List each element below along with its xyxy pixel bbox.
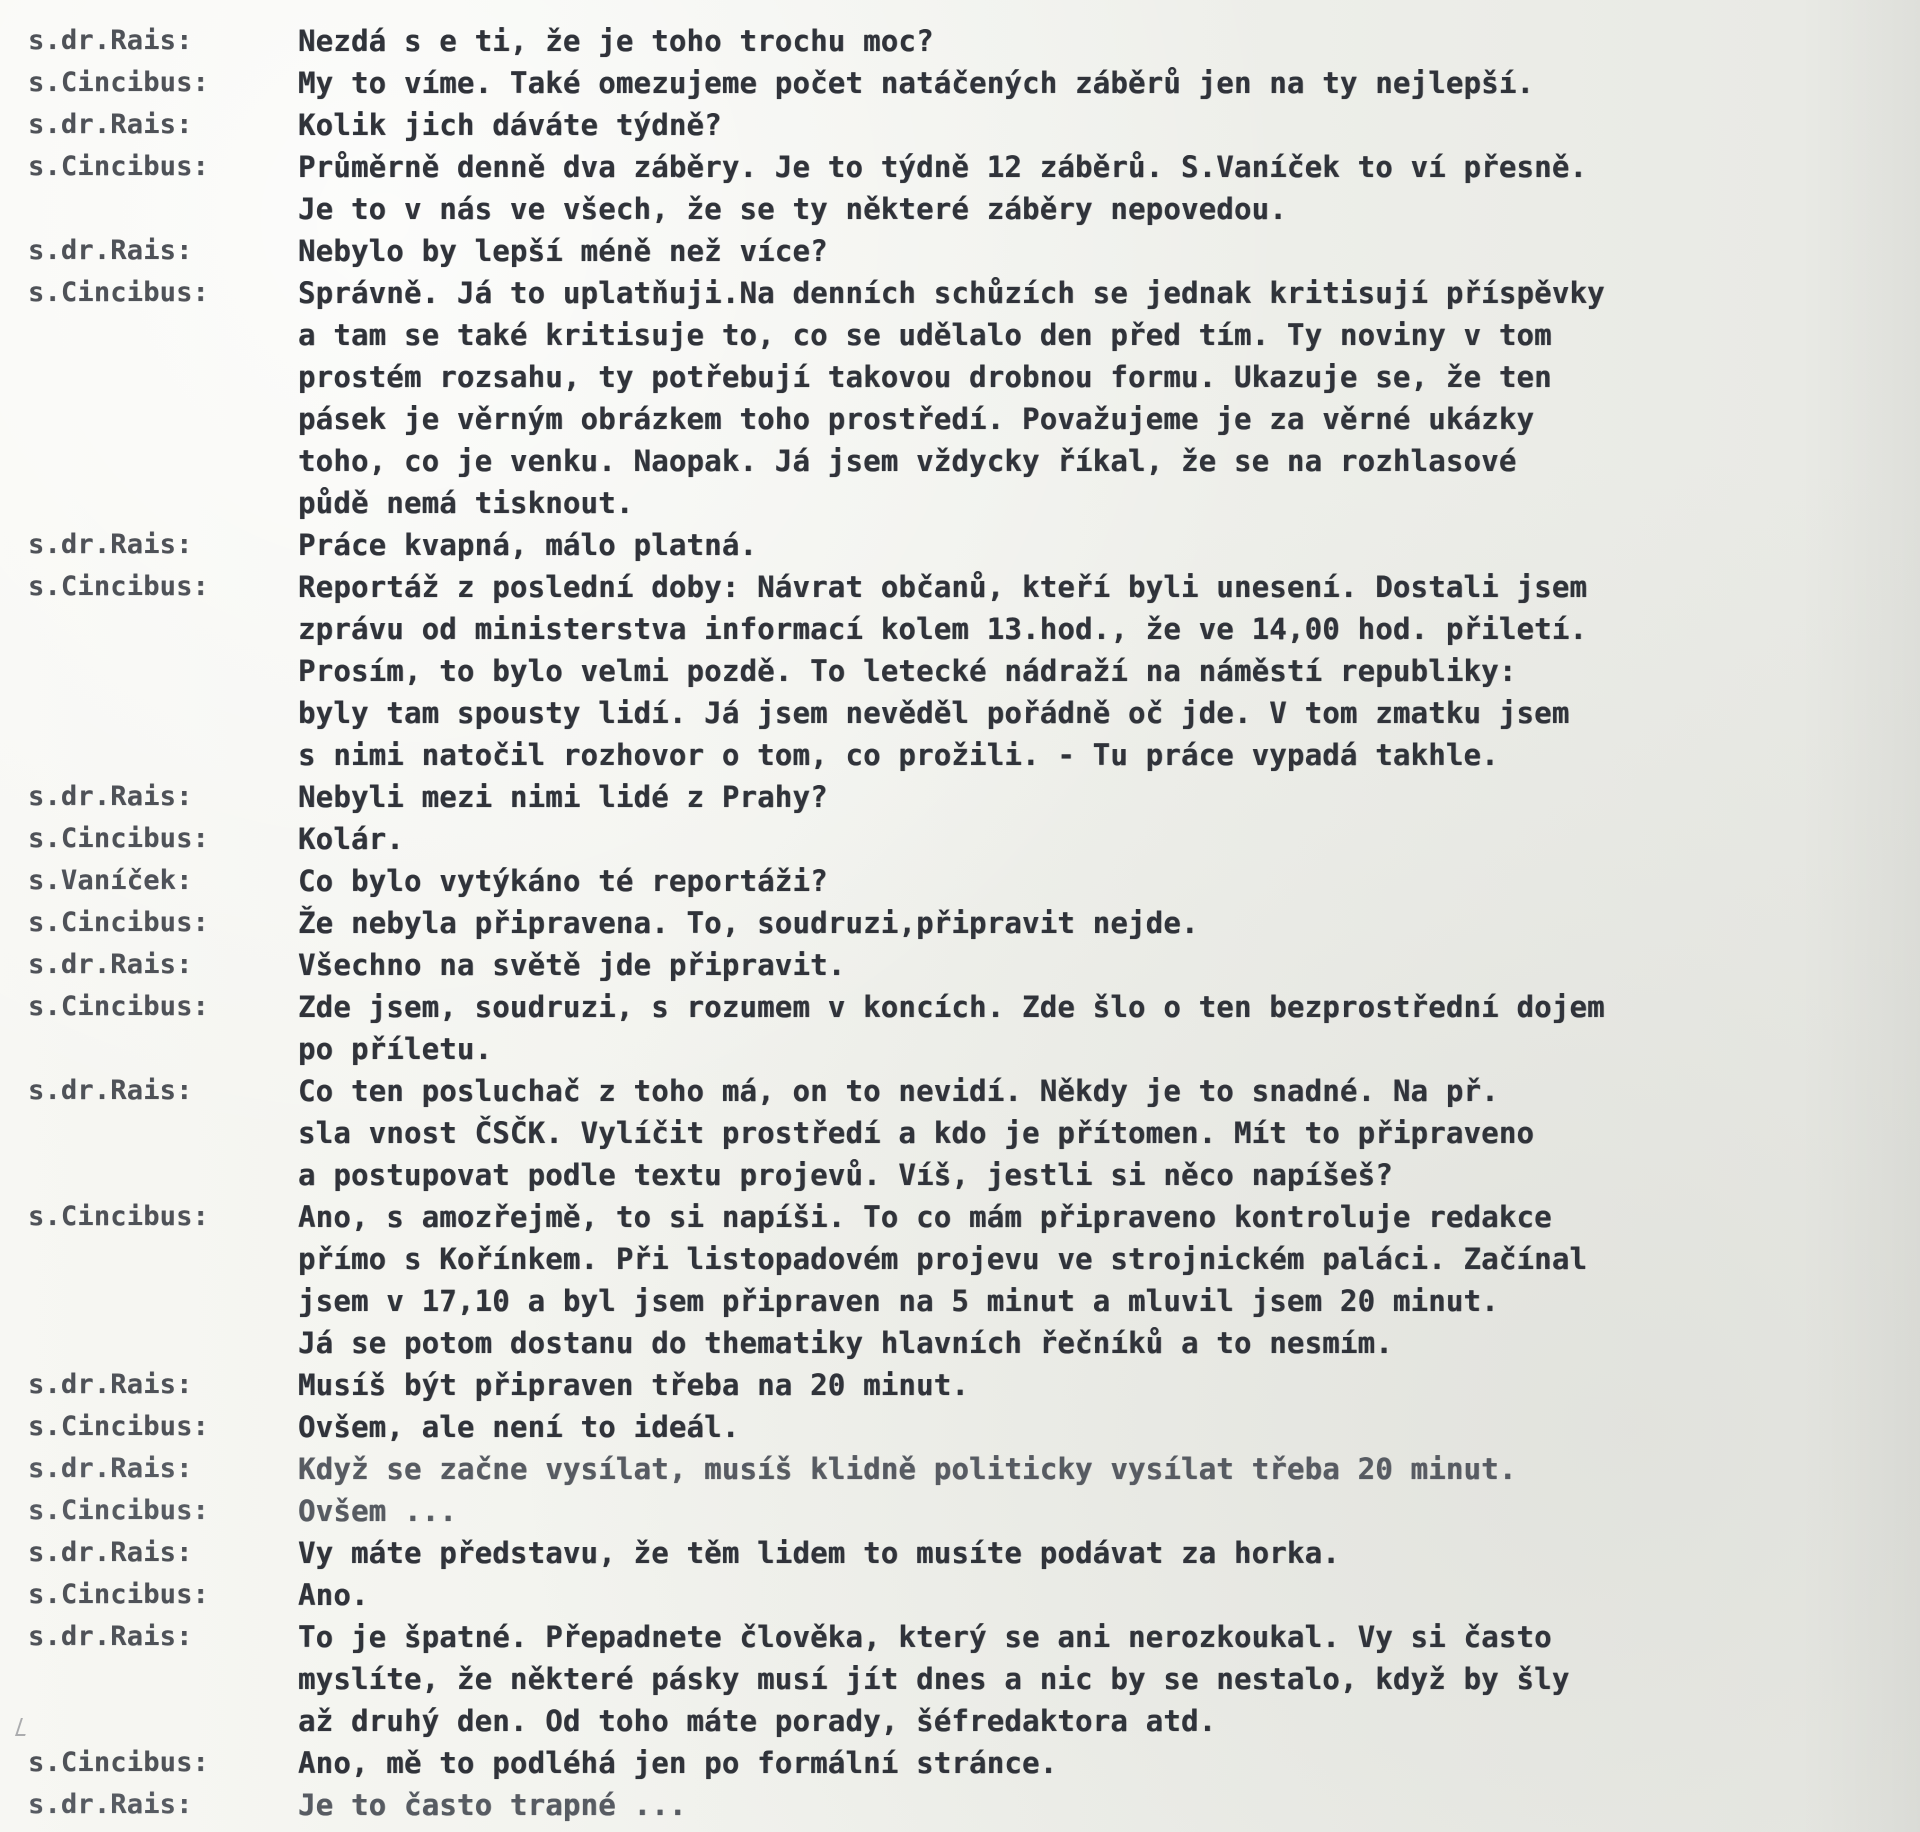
speaker-name: s.Cincibus: (28, 67, 210, 98)
transcript-entry (0, 1490, 1920, 1532)
speaker-name: s.dr.Rais: (28, 1621, 193, 1652)
transcript-entry (0, 818, 1920, 860)
speech-line: až druhý den. Od toho máte porady, šéfredaktora atd. (298, 1704, 1217, 1738)
speech-line: Musíš být připraven třeba na 20 minut. (298, 1368, 970, 1402)
speech-text (298, 1532, 1892, 1574)
speech-line: Ovšem ... (298, 1494, 457, 1528)
transcript-entry (0, 860, 1920, 902)
speech-line: To je špatné. Přepadnete člověka, který se ani nerozkoukal. Vy si často (298, 1620, 1552, 1654)
speaker-name: s.Cincibus: (28, 1495, 210, 1526)
speaker-name: s.dr.Rais: (28, 949, 193, 980)
speech-line: byly tam spousty lidí. Já jsem nevěděl pořádně oč jde. V tom zmatku jsem (298, 696, 1570, 730)
speech-line: Ano, mě to podléhá jen po formální stránce. (298, 1746, 1058, 1780)
speech-line: Je to často trapné ... (298, 1788, 687, 1822)
transcript-entry (0, 524, 1920, 566)
speech-line: Nebyli mezi nimi lidé z Prahy? (298, 780, 828, 814)
speech-line: Kolik jich dáváte týdně? (298, 108, 722, 142)
speech-line: Já se potom dostanu do thematiky hlavních řečníků a to nesmím. (298, 1326, 1393, 1360)
speech-line: Ano. (298, 1578, 369, 1612)
speech-line: Reportáž z poslední doby: Návrat občanů, kteří byli unesení. Dostali jsem (298, 570, 1588, 604)
speech-line: sla vnost ČSČK. Vylíčit prostředí a kdo je přítomen. Mít to připraveno (298, 1116, 1535, 1150)
speech-text (298, 1742, 1892, 1784)
speech-text (298, 62, 1892, 104)
speech-text (298, 230, 1892, 272)
transcript-entry (0, 1196, 1920, 1364)
transcript-entry (0, 1784, 1920, 1826)
speech-text (298, 272, 1892, 524)
speaker-name: s.Cincibus: (28, 1201, 210, 1232)
speech-line: pásek je věrným obrázkem toho prostředí. Považujeme je za věrné ukázky (298, 402, 1535, 436)
speaker-name: s.Vaníček: (28, 865, 193, 896)
speaker-name: s.Cincibus: (28, 1579, 210, 1610)
speech-text (298, 944, 1892, 986)
speech-line: Vy máte představu, že těm lidem to musíte podávat za horka. (298, 1536, 1340, 1570)
transcript-entry (0, 944, 1920, 986)
speech-line: Nebylo by lepší méně než více? (298, 234, 828, 268)
speech-line: Ovšem, ale není to ideál. (298, 1410, 740, 1444)
speaker-name: s.Cincibus: (28, 907, 210, 938)
speech-text (298, 1406, 1892, 1448)
speaker-name: s.Cincibus: (28, 1411, 210, 1442)
speech-text (298, 1070, 1892, 1196)
speaker-name: s.dr.Rais: (28, 25, 193, 56)
transcript-entry (0, 104, 1920, 146)
speech-line: Průměrně denně dva záběry. Je to týdně 12 záběrů. S.Vaníček to ví přesně. (298, 150, 1588, 184)
speaker-name: s.dr.Rais: (28, 1453, 193, 1484)
meeting-transcript (0, 20, 1920, 1832)
speech-line: Všechno na světě jde připravit. (298, 948, 846, 982)
speech-text (298, 1616, 1892, 1742)
speaker-name: s.dr.Rais: (28, 1537, 193, 1568)
transcript-entry (0, 62, 1920, 104)
speech-text (298, 104, 1892, 146)
speech-line: a tam se také kritisuje to, co se udělalo den před tím. Ty noviny v tom (298, 318, 1552, 352)
speech-text (298, 1574, 1892, 1616)
speech-line: Co ten posluchač z toho má, on to nevidí. Někdy je to snadné. Na př. (298, 1074, 1499, 1108)
speech-text (298, 1364, 1892, 1406)
speaker-name: s.dr.Rais: (28, 1789, 193, 1820)
speech-text (298, 20, 1892, 62)
speech-line: Že nebyla připravena. To, soudruzi,připravit nejde. (298, 906, 1199, 940)
speech-line: Práce kvapná, málo platná. (298, 528, 758, 562)
speaker-name: s.Cincibus: (28, 991, 210, 1022)
transcript-entry (0, 146, 1920, 230)
speaker-name: s.dr.Rais: (28, 781, 193, 812)
speech-line: zprávu od ministerstva informací kolem 13.hod., že ve 14,00 hod. přiletí. (298, 612, 1588, 646)
speaker-name: s.Cincibus: (28, 823, 210, 854)
speech-line: Nezdá s e ti, že je toho trochu moc? (298, 24, 934, 58)
speech-text (298, 524, 1892, 566)
speech-text (298, 146, 1892, 230)
speech-text (298, 566, 1892, 776)
speaker-name: s.dr.Rais: (28, 1369, 193, 1400)
transcript-entry (0, 1364, 1920, 1406)
speaker-name: s.Cincibus: (28, 151, 210, 182)
speech-line: s nimi natočil rozhovor o tom, co prožili. - Tu práce vypadá takhle. (298, 738, 1499, 772)
transcript-entry (0, 272, 1920, 524)
speech-line: půdě nemá tisknout. (298, 486, 634, 520)
speech-text (298, 902, 1892, 944)
speech-line: Zde jsem, soudruzi, s rozumem v koncích. Zde šlo o ten bezprostřední dojem (298, 990, 1605, 1024)
speech-line: přímo s Kořínkem. Při listopadovém projevu ve strojnickém paláci. Začínal (298, 1242, 1588, 1276)
speech-text (298, 1784, 1892, 1826)
speaker-name: s.dr.Rais: (28, 1075, 193, 1106)
speech-line: Prosím, to bylo velmi pozdě. To letecké nádraží na náměstí republiky: (298, 654, 1517, 688)
transcript-entry (0, 230, 1920, 272)
speaker-name: s.dr.Rais: (28, 109, 193, 140)
speaker-name: s.dr.Rais: (28, 529, 193, 560)
transcript-entry (0, 1448, 1920, 1490)
speech-line: Co bylo vytýkáno té reportáži? (298, 864, 828, 898)
transcript-entry (0, 986, 1920, 1070)
speech-line: jsem v 17,10 a byl jsem připraven na 5 minut a mluvil jsem 20 minut. (298, 1284, 1499, 1318)
transcript-entry (0, 20, 1920, 62)
speech-line: Správně. Já to uplatňuji.Na denních schůzích se jednak kritisují příspěvky (298, 276, 1605, 310)
speech-text (298, 1490, 1892, 1532)
speech-line: Když se začne vysílat, musíš klidně politicky vysílat třeba 20 minut. (298, 1452, 1517, 1486)
speaker-name: s.dr.Rais: (28, 235, 193, 266)
speech-line: toho, co je venku. Naopak. Já jsem vždycky říkal, že se na rozhlasové (298, 444, 1517, 478)
speech-line: a postupovat podle textu projevů. Víš, jestli si něco napíšeš? (298, 1158, 1393, 1192)
transcript-entry (0, 902, 1920, 944)
speech-line: Ano, s amozřejmě, to si napíši. To co mám připraveno kontroluje redakce (298, 1200, 1552, 1234)
speech-line: Je to v nás ve všech, že se ty některé záběry nepovedou. (298, 192, 1287, 226)
speech-text (298, 986, 1892, 1070)
transcript-entry (0, 1406, 1920, 1448)
speech-text (298, 1448, 1892, 1490)
transcript-entry (0, 566, 1920, 776)
speech-text (298, 818, 1892, 860)
speaker-name: s.Cincibus: (28, 277, 210, 308)
speech-line: Kolár. (298, 822, 404, 856)
speech-line: po příletu. (298, 1032, 493, 1066)
transcript-entry (0, 1742, 1920, 1784)
transcript-entry (0, 776, 1920, 818)
transcript-entry (0, 1616, 1920, 1742)
transcript-entry (0, 1070, 1920, 1196)
speech-line: myslíte, že některé pásky musí jít dnes a nic by se nestalo, když by šly (298, 1662, 1570, 1696)
speech-text (298, 776, 1892, 818)
speaker-name: s.Cincibus: (28, 571, 210, 602)
speech-line: My to víme. Také omezujeme počet natáčených záběrů jen na ty nejlepší. (298, 66, 1535, 100)
transcript-entry (0, 1574, 1920, 1616)
speech-text (298, 1196, 1892, 1364)
speech-line: prostém rozsahu, ty potřebují takovou drobnou formu. Ukazuje se, že ten (298, 360, 1552, 394)
speech-text (298, 860, 1892, 902)
speaker-name: s.Cincibus: (28, 1747, 210, 1778)
transcript-entry (0, 1532, 1920, 1574)
